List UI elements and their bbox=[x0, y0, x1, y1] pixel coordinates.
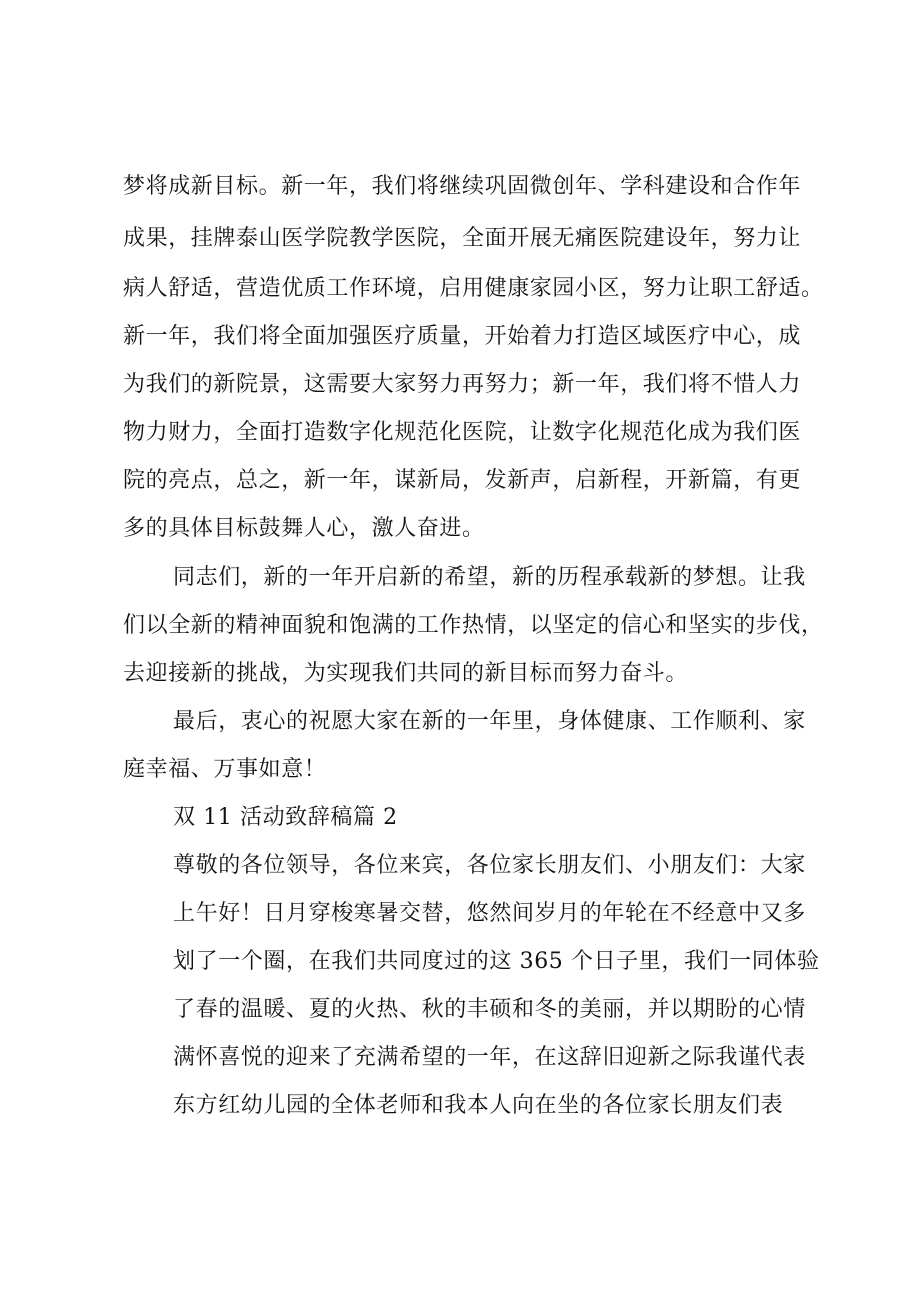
text-line: 梦将成新目标。新一年，我们将继续巩固微创年、学科建设和合作年 bbox=[123, 174, 802, 199]
text-line: 为我们的新院景，这需要大家努力再努力；新一年，我们将不惜人力 bbox=[123, 372, 802, 397]
text-line: 去迎接新的挑战，为实现我们共同的新目标而努力奋斗。 bbox=[123, 661, 689, 686]
text-line: 了春的温暖、夏的火热、秋的丰硕和冬的美丽，并以期盼的心情 bbox=[173, 997, 806, 1022]
text-line: 划了一个圈，在我们共同度过的这 365 个日子里，我们一同体验 bbox=[173, 949, 820, 974]
text-line: 庭幸福、万事如意！ bbox=[123, 757, 327, 782]
text-line: 们以全新的精神面貌和饱满的工作热情，以坚定的信心和坚实的步伐， bbox=[123, 613, 824, 638]
text-line: 多的具体目标鼓舞人心，激人奋进。 bbox=[123, 516, 485, 541]
paragraph-first-line: 同志们，新的一年开启新的希望，新的历程承载新的梦想。让我 bbox=[173, 565, 806, 590]
text-line: 病人舒适，营造优质工作环境，启用健康家园小区，努力让职工舒适。 bbox=[123, 276, 824, 301]
text-line: 院的亮点，总之，新一年，谋新局，发新声，启新程，开新篇，有更 bbox=[123, 468, 802, 493]
text-line: 成果，挂牌泰山医学院教学医院，全面开展无痛医院建设年，努力让 bbox=[123, 226, 802, 251]
text-line: 物力财力，全面打造数字化规范化医院，让数字化规范化成为我们医 bbox=[123, 420, 802, 445]
text-line: 上午好！日月穿梭寒暑交替，悠然间岁月的年轮在不经意中又多 bbox=[173, 901, 806, 926]
text-line: 满怀喜悦的迎来了充满希望的一年，在这辞旧迎新之际我谨代表 bbox=[173, 1045, 806, 1070]
paragraph-first-line: 最后，衷心的祝愿大家在新的一年里，身体健康、工作顺利、家 bbox=[173, 709, 806, 734]
text-line: 尊敬的各位领导，各位来宾，各位家长朋友们、小朋友们：大家 bbox=[173, 853, 806, 878]
text-line: 新一年，我们将全面加强医疗质量，开始着力打造区域医疗中心，成 bbox=[123, 324, 802, 349]
section-heading: 双 11 活动致辞稿篇 2 bbox=[173, 805, 398, 830]
text-line: 东方红幼儿园的全体老师和我本人向在坐的各位家长朋友们表 bbox=[173, 1093, 784, 1118]
